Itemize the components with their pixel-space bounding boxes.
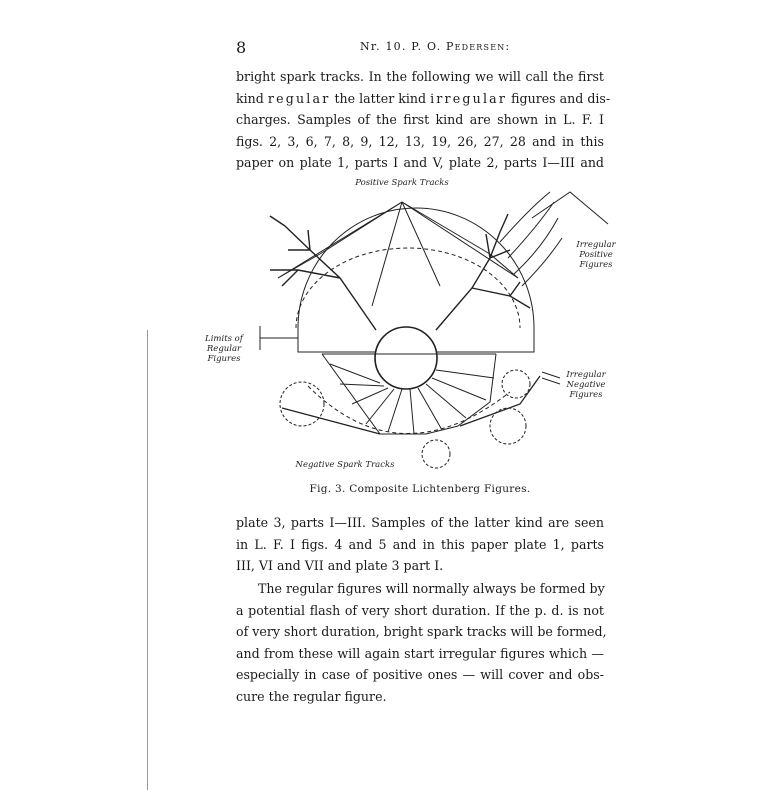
- label-line: Irregular: [566, 370, 606, 380]
- text-fragment: figures and dis-: [507, 90, 611, 106]
- text-line: of very short duration, bright spark tracks will be formed,: [236, 624, 607, 639]
- label-line: Regular: [206, 344, 242, 354]
- irregular-negative-circle: [422, 440, 450, 468]
- label-line: Figures: [579, 260, 613, 270]
- fan-ray: [330, 364, 380, 383]
- figure-drawing: [190, 178, 650, 478]
- text-line: plate 3, parts I—III. Samples of the latter kind are seen: [236, 515, 604, 530]
- fan-ray: [432, 378, 486, 400]
- running-head-author: Pedersen:: [446, 40, 511, 53]
- running-head-prefix: Nr. 10. P. O.: [360, 40, 446, 53]
- label-line: Limits of: [205, 334, 243, 344]
- margin-rule: [147, 330, 148, 790]
- limit-arc: [296, 248, 520, 328]
- label-line: Negative: [566, 380, 606, 390]
- running-head: [360, 40, 510, 53]
- label-positive-tracks: Positive Spark Tracks: [355, 178, 449, 188]
- irregular-negative-circle: [280, 382, 324, 426]
- paragraph-top: [236, 66, 611, 174]
- fan-ray: [366, 389, 394, 424]
- limits-bracket: [260, 326, 298, 350]
- text-fragment: the latter kind: [330, 90, 431, 106]
- track-line: [278, 254, 320, 278]
- track-line: [490, 254, 518, 278]
- label-line: Figures: [207, 354, 241, 364]
- label-negative-tracks: Negative Spark Tracks: [295, 460, 395, 470]
- figure-caption: Fig. 3. Composite Lichtenberg Figures.: [309, 483, 531, 495]
- text-line: charges. Samples of the first kind are shown in L. F. I: [236, 112, 604, 127]
- fan-ray: [388, 389, 402, 432]
- text-line: paper on plate 1, parts I and V, plate 2, parts I—III and: [236, 155, 604, 170]
- fan-ray: [436, 370, 494, 378]
- label-limits: [190, 334, 258, 364]
- irregular-negative-circle: [502, 370, 530, 398]
- label-irregular-positive: [566, 240, 626, 270]
- text-line: bright spark tracks. In the following we will call the first: [236, 69, 604, 84]
- label-line: Irregular: [576, 240, 616, 250]
- text-line: figs. 2, 3, 6, 7, 8, 9, 12, 13, 19, 26, 27, 28 and in this: [236, 133, 604, 149]
- label-line: Positive: [579, 250, 613, 260]
- text-line: [236, 88, 611, 110]
- text-line: especially in case of positive ones — will cover and obs-: [236, 667, 604, 682]
- paragraph-bottom: [236, 512, 604, 577]
- text-line: The regular figures will normally always be formed by: [258, 581, 605, 596]
- text-line: and from these will again start irregular figures which —: [236, 645, 604, 661]
- text-line: a potential flash of very short duration. If the p. d. is not: [236, 602, 604, 618]
- text-fragment: kind: [236, 90, 268, 106]
- label-line: Figures: [569, 390, 603, 400]
- term-regular: regular: [267, 90, 331, 106]
- label-irregular-negative: [554, 370, 618, 400]
- lichtenberg-figure: [190, 178, 650, 478]
- central-electrode: [375, 327, 437, 389]
- irregular-positive-streaks: [500, 192, 608, 286]
- text-line: cure the regular figure.: [236, 688, 387, 704]
- fan-ray: [410, 389, 414, 434]
- track-line: [402, 202, 490, 254]
- fan-ray: [352, 388, 388, 404]
- term-irregular: irregular: [430, 90, 508, 106]
- text-line: III, VI and VII and plate 3 part I.: [236, 558, 444, 573]
- fan-ray: [340, 384, 384, 386]
- text-line: in L. F. I figs. 4 and 5 and in this paper plate 1, parts: [236, 536, 604, 552]
- page-number: 8: [236, 38, 247, 57]
- paragraph-last: [236, 578, 607, 707]
